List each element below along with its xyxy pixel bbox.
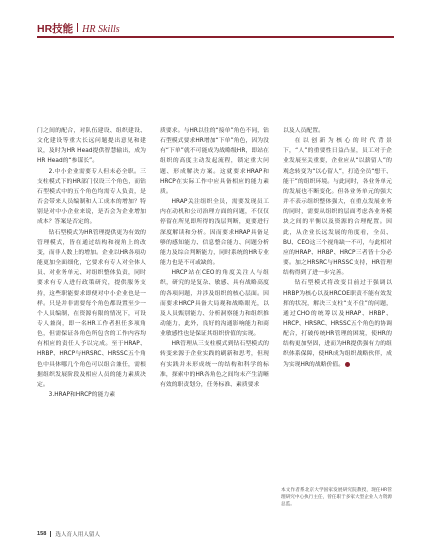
section-brand: HR技能	[37, 23, 74, 35]
paragraph: 门之间的配合，对队伍建设、组织建设、文化建设等重大长远问题提出意见和建议，及时为HR Head提供智慧输出，成为HR Head的“参谋长”。	[37, 128, 146, 165]
section-header	[37, 21, 120, 36]
paragraph: 在以创新为核心的时代背景下，“人”的重要性日益凸显，员工对于企业发展至关重要，企业应从“以薪留人”的观念转变为“以心留人”，打造全员“想干、能干”的组织环境。与此同时，各业务单元的发展也不断变化。但各业务单元的强大并不表示组织整体强大，在重点发展业务的同时，需要从组织的层面考虑各业务模块之间的平衡以及资源的合理配置。因此，从企业长远发展的角度看，全员、BU、CEO这三个视角缺一不可，与此相对应的HRAP、HRBP、HRCP三者皆十分必要。加之HRSRC与HRSSC支持，HR管理结构得到了进一步完善。	[283, 138, 392, 277]
footer-divider	[50, 531, 51, 537]
header-rule	[37, 36, 394, 38]
article-column-2	[160, 126, 269, 390]
magazine-name: 选人育人用人留人	[55, 532, 101, 538]
paragraph: HRCP站在CEO的角度关注人与组织，研究的是复杂、敏感、具有战略高度的各项问题，并涉及组织的核心层面。因而要求HRCP具备大局观和战略眼光，以及人员甄别能力、分析洞察能力和组织推动能力，此外，良好的沟通影响能力和商业敏感性也是保证其组织价值的实现。	[160, 270, 269, 338]
page-footer	[37, 530, 100, 538]
paragraph	[283, 278, 392, 369]
paragraph: HRAP关注组织全员，需要发现员工内在动机和公司治理方面的问题，不仅仅停留在所见即所得的浅层判断，更要进行深度解读和分析。因而要求HRAP具备足够的感知能力、信息整合能力、问题分析能力及综合判断能力，同时系统的HR专业能力也是不可或缺的。	[160, 199, 269, 267]
paragraph: 以及人员配置。	[283, 128, 324, 134]
paragraph: 2.中小企业需要专人但未必全职。三支柱模式下的HR部门仅设三个角色，而钻石型模式中的五个角色均需专人负责，是否会带来人员编制和人工成本的增加？特别是对中小企业来说，是否会为企业增加成本？答案是否定的。	[37, 168, 146, 226]
paragraph: HR管理从三支柱模式到钻石型模式的转变来源于企业实践的刷新和思考，但现有实践并未形成统一的结构和科学的标准，探索中的HR各角色之间均未产生清晰有效的职责划分，任务标准、素质要求	[160, 341, 269, 388]
article-column-1	[37, 126, 146, 400]
article-column-3	[283, 126, 392, 370]
page-number: 158	[37, 531, 47, 537]
paragraph: 钻石型模式为HR管理提供更为有效的管理模式，皆在通过结构和视角上的改变，而非人数上的增加。企业以HR各项功能更加全面细化，它要求有专人对全体人员、对业务单元、对组织整体负责，同时要求有专人进行政策研究，提供服务支持，这些职能要求即便对中小企业也是一样。只是并非需要每个角色都设置至少一个人员编制，在资源有限的情况下，可设专人兼岗，即一名HR工作者担任多项角色，但需保证各角色所包含的工作内容均有相应的责任人予以完成。至于HRAP、HRBP、HRCP与HRSRC、HRSSC五个角色中具体哪几个角色可以组合兼任，需根据组织发展阶段及相应人员的能力素质决定。	[37, 229, 146, 388]
header-divider	[77, 23, 78, 32]
paragraph: 质要求。与HR以往的“接单”角色不同，钻石型模式要求HR增加“下单”角色，因为没有“下单”就不可能成为战略级HR，即站在组织的高度主动发起流程，锁定重大问题、形成解决方案。这就要求HRAP和HRCP在实际工作中应具备相应的能力素质。	[160, 128, 269, 195]
end-of-article-icon	[345, 362, 350, 367]
author-bio: 本文作者系北京大学国家发展研究院教授，现任HR管理研究中心执行主任，曾任职于多家大型企业人力资源总监。	[281, 488, 392, 507]
paragraph-text: 钻石型模式将改变目前过于强调以HRBP为核心以及HRCOE职责不能有效发挥的状况，解决三支柱“支不住”的问题，通过CHO的统筹以及HRAP、HRBP、HRCP、HRSRC、HRSSC五个角色的协调配合，打破传统HR管理的困境，使HR的结构更加坚固，进而为HR提供强有力的组织体系保障，使HR成为组织战略伙伴，成为实现HR的战略价值。	[283, 280, 392, 368]
section-subtitle: HR Skills	[82, 24, 120, 35]
paragraph: 3.HRAP和HRCP的能力素	[48, 392, 116, 399]
